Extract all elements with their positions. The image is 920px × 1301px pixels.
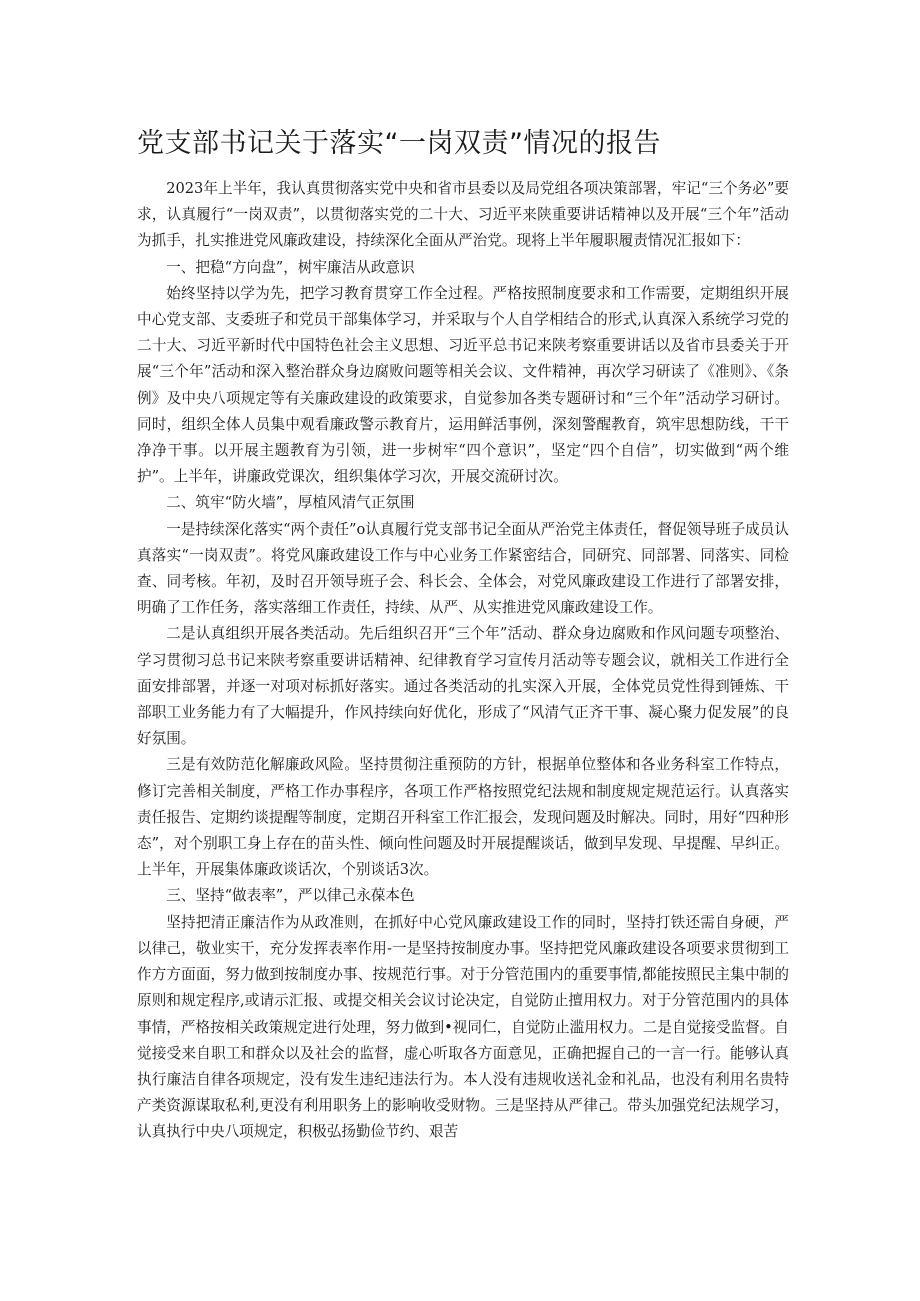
section-2-paragraph-2: 二是认真组织开展各类活动。先后组织召开“三个年”活动、群众身边腐败和作风问题专项整治、学习贯彻习总书记来陕考察重要讲话精神、纪律教育学习宣传月活动等专题会议，就相关工作进行全面安排部署，并逐一对项对标抓好落实。通过各类活动的扎实深入开展，全体党员党性得到锤炼、干部职工业务能力有了大幅提升，作风持续向好优化，形成了“风清气正齐干事、凝心聚力促发展”的良好氛围。 [137,625,789,748]
section-heading-2: 二、筑牢“防火墙”，厚植风清气正氛围 [166,494,415,512]
document-title: 党支部书记关于落实“一岗双责”情况的报告 [137,128,661,159]
section-1-paragraph: 始终坚持以学为先，把学习教育贯穿工作全过程。严格按照制度要求和工作需要，定期组织开展中心党支部、支委班子和党员干部集体学习，并采取与个人自学相结合的形式,认真深入系统学习党的二十大、习近平新时代中国特色社会主义思想、习近平总书记来陕考察重要讲话以及省市县委关于开展“三个年”活动和深入整治群众身边腐败问题等相关会议、文件精神，再次学习研读了《准则》、《条例》及中央八项规定等有关廉政建设的政策要求，自觉参加各类专题研讨和“三个年”活动学习研讨。同时，组织全体人员集中观看廉政警示教育片，运用鲜活事例，深刻警醒教育，筑牢思想防线，干干净净干事。以开展主题教育为引领，进一步树牢“四个意识”，坚定“四个自信”，切实做到“两个维护”。上半年，讲廉政党课次，组织集体学习次，开展交流研讨次。 [137,284,789,486]
section-2-paragraph-3: 三是有效防范化解廉政风险。坚持贯彻注重预防的方针，根据单位整体和各业务科室工作特点，修订完善相关制度，严格工作办事程序，各项工作严格按照党纪法规和制度规定规范运行。认真落实责任报告、定期约谈提醒等制度，定期召开科室工作汇报会，发现问题及时解决。同时，用好“四种形态”，对个别职工身上存在的苗头性、倾向性问题及时开展提醒谈话，做到早发现、早提醒、早纠正。上半年，开展集体廉政谈话次，个别谈话3次。 [137,756,789,879]
section-3-paragraph: 坚持把清正廉洁作为从政准则，在抓好中心党风廉政建设工作的同时，坚持打铁还需自身硬，严以律己，敬业实干，充分发挥表率作用-一是坚持按制度办事。坚持把党风廉政建设各项要求贯彻到工作方方面面，努力做到按制度办事、按规范行事。对于分管范围内的重要事情,都能按照民主集中制的原则和规定程序,或请示汇报、或提交相关会议讨论决定，自觉防止擅用权力。对于分管范围内的具体事情，严格按相关政策规定进行处理，努力做到•视同仁，自觉防止滥用权力。二是自觉接受监督。自觉接受来自职工和群众以及社会的监督，虚心听取各方面意见，正确把握自己的一言一行。能够认真执行廉洁自律各项规定，没有发生违纪违法行为。本人没有违规收送礼金和礼品，也没有利用名贵特产类资源谋取私利,更没有利用职务上的影响收受财物。三是坚持从严律己。带头加强党纪法规学习，认真执行中央八项规定，积极弘扬勤俭节约、艰苦 [137,913,789,1141]
section-2-paragraph-1: 一是持续深化落实“两个责任”o认真履行党支部书记全面从严治党主体责任，督促领导班子成员认真落实“一岗双责”。将党风廉政建设工作与中心业务工作紧密结合，同研究、同部署、同落实、同检查、同考核。年初，及时召开领导班子会、科长会、全体会，对党风廉政建设工作进行了部署安排，明确了工作任务，落实落细工作责任，持续、从严、从实推进党风廉政建设工作。 [137,520,789,617]
document-page [137,118,789,1146]
intro-paragraph: 2023年上半年，我认真贯彻落实党中央和省市县委以及局党组各项决策部署，牢记“三个务必”要求，认真履行“一岗双责”，以贯彻落实党的二十大、习近平来陕重要讲话精神以及开展“三个年”活动为抓手，扎实推进党风廉政建设，持续深化全面从严治党。现将上半年履职履责情况汇报如下： [137,180,789,250]
section-heading-3: 三、坚持“做表率”，严以律己永葆本色 [166,887,415,905]
section-heading-1: 一、把稳“方向盘”，树牢廉洁从政意识 [166,258,415,276]
